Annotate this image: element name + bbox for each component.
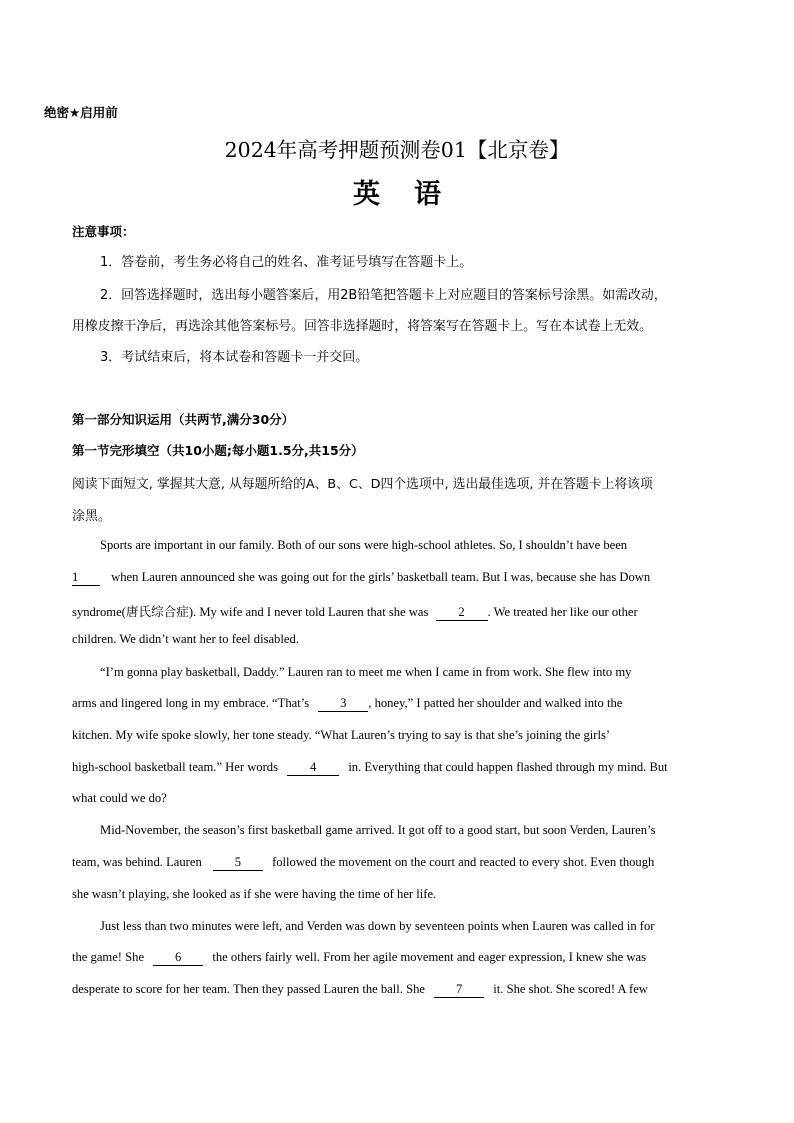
blank-1: 1 xyxy=(72,571,100,586)
confidential-label: 绝密★启用前 xyxy=(44,105,118,120)
blank-7: 7 xyxy=(434,983,484,998)
instruction-line1: 阅读下面短文, 掌握其大意, 从每题所给的A、B、C、D四个选项中, 选出最佳选项, 并在答题卡上将该项 xyxy=(72,477,653,492)
notice-item-2-line1: 2．回答选择题时，选出每小题答案后，用2B铅笔把答题卡上对应题目的答案标号涂黑。如需改动， xyxy=(100,288,667,303)
passage-text: followed the movement on the court and reacted to every shot. Even though xyxy=(272,855,655,869)
passage-line xyxy=(72,950,646,966)
blank-5: 5 xyxy=(213,856,263,871)
passage-text: syndrome(唐氏综合症). My wife and I never told Lauren that she was xyxy=(72,605,429,619)
passage-line: Mid-November, the season’s first basketball game arrived. It got off to a good start, but soon Verden, Lauren’s xyxy=(100,823,656,837)
passage-text: when Lauren announced she was going out for the girls’ basketball team. But I was, because she has Down xyxy=(111,570,651,584)
passage-line: “I’m gonna play basketball, Daddy.” Lauren ran to meet me when I came in from work. She flew into my xyxy=(100,665,632,679)
part-heading: 第一部分知识运用（共两节,满分30分） xyxy=(72,412,295,427)
passage-text: desperate to score for her team. Then they passed Lauren the ball. She xyxy=(72,982,425,996)
passage-text: . We treated her like our other xyxy=(487,605,638,619)
passage-line: Just less than two minutes were left, and Verden was down by seventeen points when Lauren was called in for xyxy=(100,919,655,933)
passage-text: , honey,” I patted her shoulder and walked into the xyxy=(368,696,623,710)
blank-2: 2 xyxy=(436,606,488,621)
notice-item-3: 3．考试结束后，将本试卷和答题卡一并交回。 xyxy=(100,350,369,365)
passage-text: the others fairly well. From her agile movement and eager expression, I knew she was xyxy=(212,950,647,964)
notice-item-1: 1．答卷前，考生务必将自己的姓名、准考证号填写在答题卡上。 xyxy=(100,255,473,270)
subject-title: 英语 xyxy=(353,179,475,210)
blank-6: 6 xyxy=(153,951,203,966)
notice-heading: 注意事项： xyxy=(72,224,135,239)
exam-title: 2024年高考押题预测卷01【北京卷】 xyxy=(224,138,570,162)
section-heading: 第一节完形填空（共10小题;每小题1.5分,共15分） xyxy=(72,443,364,458)
blank-4: 4 xyxy=(287,761,339,776)
passage-line xyxy=(72,696,622,712)
passage-text: arms and lingered long in my embrace. “That’s xyxy=(72,696,310,710)
passage-line xyxy=(72,760,668,776)
passage-line: what could we do? xyxy=(72,791,167,805)
blank-3: 3 xyxy=(318,697,368,712)
passage-line: Sports are important in our family. Both of our sons were high-school athletes. So, I shouldn’t have been xyxy=(100,538,628,552)
passage-text: team, was behind. Lauren xyxy=(72,855,202,869)
passage-line: kitchen. My wife spoke slowly, her tone steady. “What Lauren’s trying to say is that she’s joining the girls’ xyxy=(72,728,611,742)
passage-line xyxy=(72,855,654,871)
passage-text: it. She shot. She scored! A few xyxy=(493,982,648,996)
passage-line: children. We didn’t want her to feel disabled. xyxy=(72,632,299,646)
passage-line xyxy=(72,982,648,998)
instruction-line2: 涂黑。 xyxy=(72,509,112,524)
notice-item-2-line2: 用橡皮擦干净后，再选涂其他答案标号。回答非选择题时，将答案写在答题卡上。写在本试卷上无效。 xyxy=(72,319,653,334)
passage-text: the game! She xyxy=(72,950,145,964)
passage-line: she wasn’t playing, she looked as if she were having the time of her life. xyxy=(72,887,437,901)
passage-text: in. Everything that could happen flashed through my mind. But xyxy=(348,760,668,774)
passage-text: high-school basketball team.” Her words xyxy=(72,760,278,774)
passage-line xyxy=(72,601,638,621)
passage-line xyxy=(72,570,650,586)
